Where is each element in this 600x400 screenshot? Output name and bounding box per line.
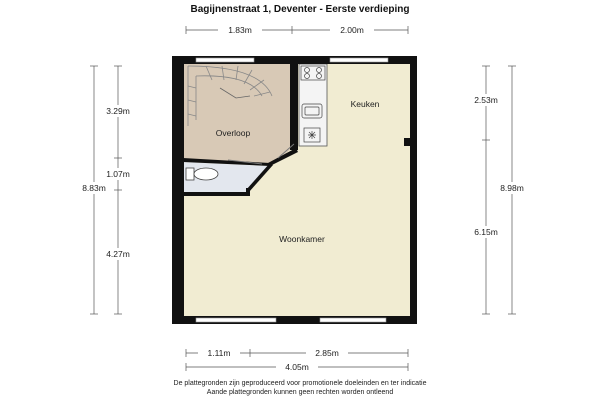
room-label-overloop: Overloop	[215, 128, 251, 138]
room-label-keuken: Keuken	[350, 99, 380, 109]
dim-bottom-left: 1.11m	[207, 348, 231, 358]
dim-bottom-right: 2.85m	[315, 348, 339, 358]
disclaimer-line-2: Aande plattegronden kunnen geen rechten worden ontleend	[206, 389, 394, 396]
room-label-woonkamer: Woonkamer	[279, 234, 325, 244]
dim-top-left: 1.83m	[228, 25, 252, 35]
dim-right-bottom: 6.15m	[474, 227, 498, 237]
disclaimer-line-1: De plattegronden zijn geproduceerd voor promotionele doeleinden en ter indicatie	[173, 380, 427, 387]
dim-right-top: 2.53m	[474, 95, 498, 105]
floorplan-title: Bagijnenstraat 1, Deventer - Eerste verdieping	[190, 4, 410, 15]
dim-left-mid: 1.07m	[106, 169, 130, 179]
dim-left-total: 8.83m	[82, 183, 106, 193]
dim-left-top: 3.29m	[106, 106, 130, 116]
toilet-icon	[186, 168, 218, 180]
dim-left-bottom: 4.27m	[106, 249, 130, 259]
dim-bottom-total: 4.05m	[285, 362, 309, 372]
dim-right-total: 8.98m	[500, 183, 524, 193]
dim-top-right: 2.00m	[340, 25, 364, 35]
